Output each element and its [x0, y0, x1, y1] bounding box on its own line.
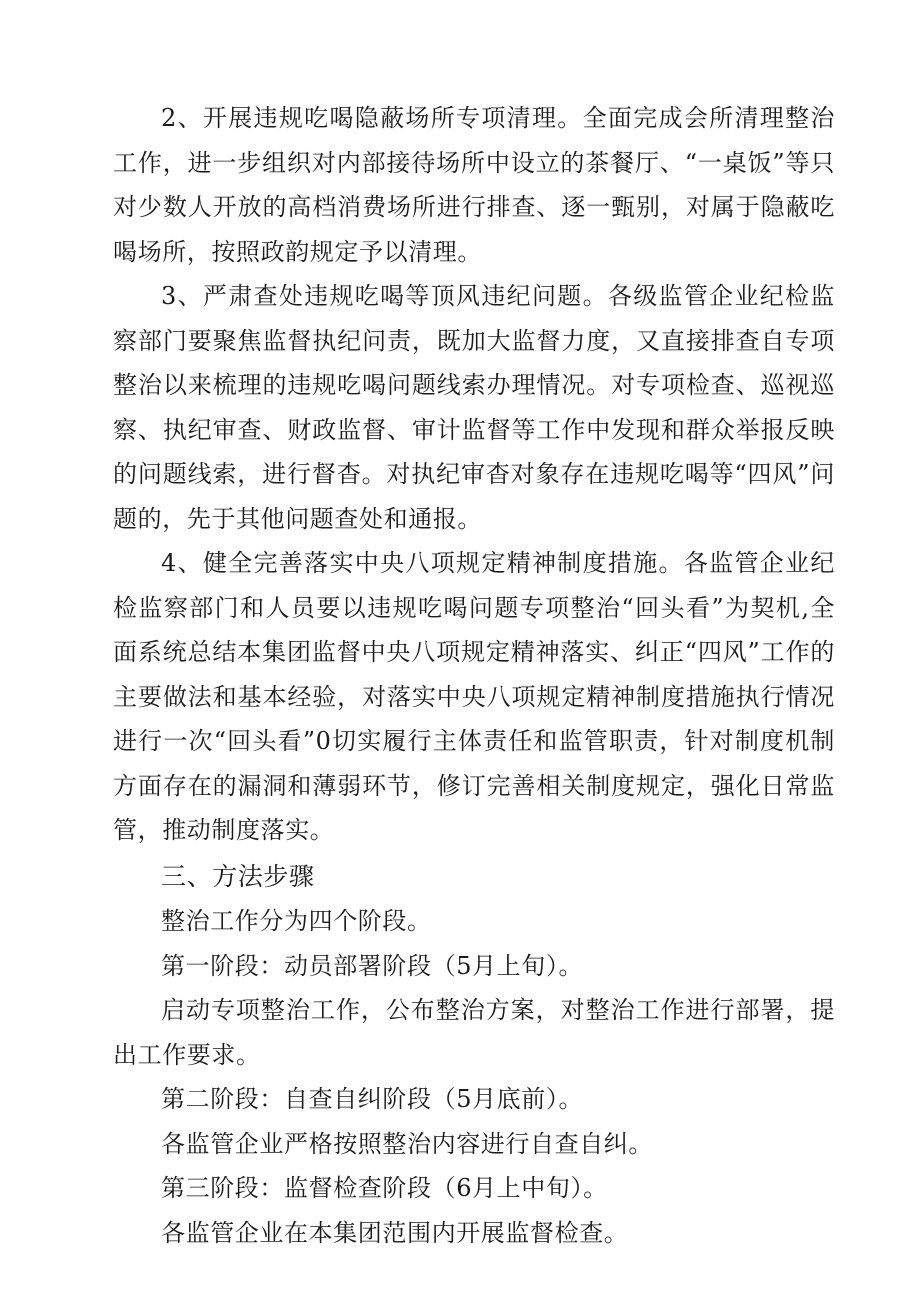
section-heading-methods: 三、方法步骤 [161, 861, 315, 891]
stage-3-title: 第三阶段：监督检查阶段（6月上中旬）。 [161, 1174, 608, 1202]
steps-intro: 整治工作分为四个阶段。 [161, 907, 432, 935]
stage-2-body: 各监管企业严格按照整治内容进行自查自纠。 [161, 1129, 653, 1158]
stage-1-body: 启动专项整治工作，公布整治方案，对整治工作进行部署，提出工作要求。 [113, 996, 835, 1069]
stage-3-body: 各监管企业在本集团范围内开展监督检查。 [161, 1218, 629, 1247]
paragraph-item-4: 4、健全完善落实中央八项规定精神制度措施。各监管企业纪检监察部门和人员要以违规吃喝问题专项整治“回头看”为契机,全面系统总结本集团监督中央八项规定精神落实、纠正“四风”工作的主要做法和基本经验，对落实中央八项规定精神制度措施执行情况进行一次“回头看”0切实履行主体责任和监管职责，针对制度机制方面存在的漏洞和薄弱环节，修订完善相关制度规定，强化日常监管，推动制度落实。 [113, 549, 835, 844]
paragraph-item-2: 2、开展违规吃喝隐蔽场所专项清理。全面完成会所清理整治工作，进一步组织对内部接待场所中设立的茶餐厅、“一桌饭”等只对少数人开放的高档消费场所进行排查、逐一甄别，对属于隐蔽吃喝场所，按照政韵规定予以清理。 [113, 104, 835, 266]
paragraph-item-3: 3、严肃查处违规吃喝等顶风违纪问题。各级监管企业纪检监察部门要聚焦监督执纪问责，既加大监督力度，又直接排查自专项整治以来梳理的违规吃喝问题线索办理情况。对专项检查、巡视巡察、执纪审查、财政监督、审计监督等工作中发现和群众举报反映的问题线索，进行督杳。对执纪审杳对象存在违规吃喝等“四风”问题的，先于其他问题查处和通报。 [113, 282, 835, 533]
document-body [113, 96, 835, 1255]
stage-2-title: 第二阶段：自查自纠阶段（5月底前）。 [161, 1085, 584, 1113]
stage-1-title: 第一阶段：动员部署阶段（5月上旬）。 [161, 951, 584, 980]
